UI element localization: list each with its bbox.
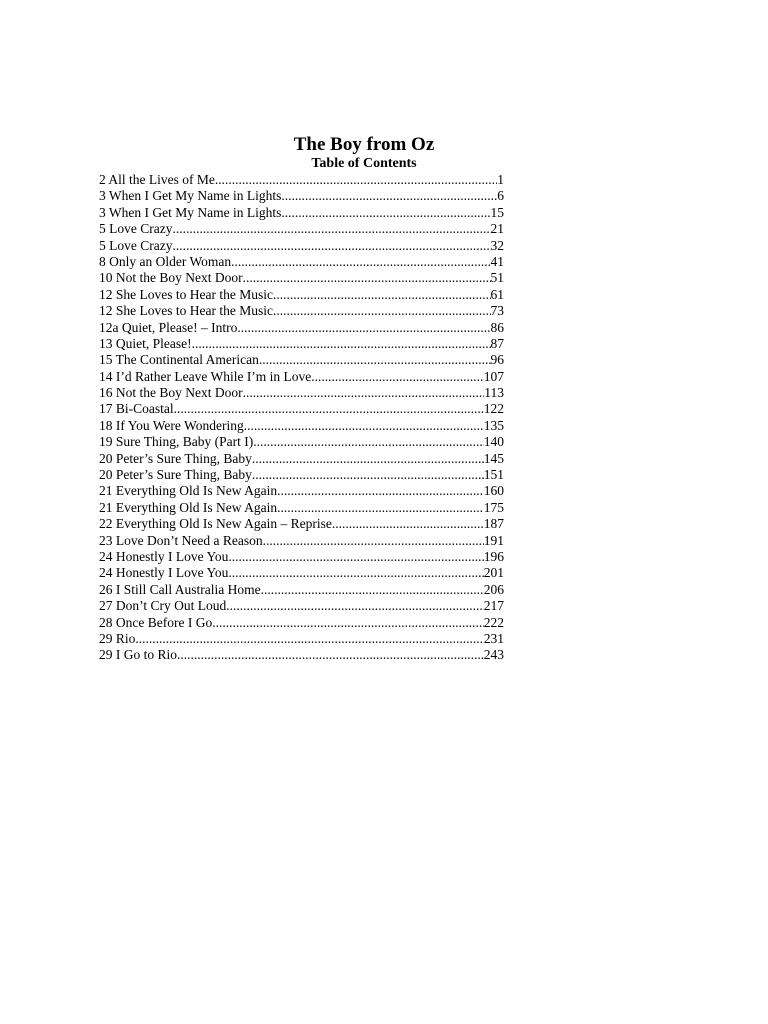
toc-entry-title: 24 Honestly I Love You — [99, 565, 229, 581]
toc-entry-page-number: 243 — [483, 647, 504, 663]
toc-entry-page-number: 61 — [490, 286, 504, 302]
toc-entry-page-number: 191 — [483, 532, 504, 548]
toc-entry-title: 12 She Loves to Hear the Music — [99, 303, 273, 319]
toc-entry — [99, 205, 504, 221]
toc-dot-leader — [252, 467, 484, 483]
toc-entry-title: 17 Bi-Coastal — [99, 401, 174, 417]
toc-entry — [99, 434, 504, 450]
toc-entry-page-number: 113 — [484, 385, 504, 401]
toc-entry-title: 19 Sure Thing, Baby (Part I) — [99, 434, 254, 450]
toc-dot-leader — [228, 549, 483, 565]
toc-dot-leader — [277, 500, 484, 516]
toc-entry — [99, 483, 504, 499]
toc-entry-page-number: 201 — [483, 565, 504, 581]
toc-entry — [99, 221, 504, 237]
toc-entry-title: 28 Once Before I Go — [99, 614, 213, 630]
toc-entry — [99, 401, 504, 417]
toc-entry-title: 27 Don’t Cry Out Loud — [99, 598, 227, 614]
toc-entry — [99, 565, 504, 581]
toc-dot-leader — [281, 188, 497, 204]
toc-dot-leader — [172, 221, 490, 237]
toc-dot-leader — [273, 287, 491, 303]
toc-entry — [99, 270, 504, 286]
toc-entry-page-number: 107 — [483, 368, 504, 384]
toc-entry-page-number: 135 — [483, 417, 504, 433]
toc-entry-page-number: 32 — [490, 237, 504, 253]
toc-entry-page-number: 206 — [483, 581, 504, 597]
toc-entry — [99, 336, 504, 352]
toc-entry — [99, 451, 504, 467]
toc-entry-title: 10 Not the Boy Next Door — [99, 270, 243, 286]
toc-entry-page-number: 86 — [490, 319, 504, 335]
toc-entry-page-number: 187 — [483, 516, 504, 532]
toc-heading: Table of Contents — [311, 156, 417, 171]
toc-entry-title: 12a Quiet, Please! – Intro — [99, 319, 238, 335]
toc-entry — [99, 582, 504, 598]
toc-entry-page-number: 160 — [483, 483, 504, 499]
toc-entry-title: 5 Love Crazy — [99, 237, 173, 253]
toc-entry-title: 24 Honestly I Love You — [99, 548, 229, 564]
toc-entry-page-number: 15 — [490, 204, 504, 220]
toc-entry-title: 18 If You Were Wondering — [99, 417, 244, 433]
toc-entry — [99, 631, 504, 647]
toc-entry-page-number: 96 — [490, 352, 504, 368]
toc-entry-page-number: 41 — [490, 253, 504, 269]
toc-entry-title: 23 Love Don’t Need a Reason — [99, 532, 263, 548]
toc-entry-title: 3 When I Get My Name in Lights — [99, 204, 282, 220]
toc-dot-leader — [192, 336, 491, 352]
toc-entry-page-number: 222 — [483, 614, 504, 630]
toc-entry — [99, 254, 504, 270]
toc-entry — [99, 467, 504, 483]
toc-dot-leader — [172, 238, 490, 254]
toc-dot-leader — [243, 385, 485, 401]
table-of-contents — [99, 172, 504, 664]
toc-dot-leader — [263, 533, 484, 549]
toc-entry — [99, 172, 504, 188]
toc-entry — [99, 352, 504, 368]
toc-entry-page-number: 21 — [490, 221, 504, 237]
toc-entry — [99, 598, 504, 614]
toc-entry-title: 20 Peter’s Sure Thing, Baby — [99, 467, 252, 483]
toc-entry-page-number: 51 — [490, 270, 504, 286]
toc-entry-title: 12 She Loves to Hear the Music — [99, 286, 273, 302]
toc-entry — [99, 320, 504, 336]
toc-entry — [99, 287, 504, 303]
toc-dot-leader — [215, 172, 497, 188]
toc-dot-leader — [332, 516, 484, 532]
toc-entry-page-number: 87 — [490, 335, 504, 351]
toc-entry-page-number: 122 — [483, 401, 504, 417]
toc-dot-leader — [174, 401, 484, 417]
toc-dot-leader — [253, 434, 484, 450]
toc-entry-title: 2 All the Lives of Me — [99, 172, 215, 187]
toc-entry — [99, 188, 504, 204]
toc-entry-title: 16 Not the Boy Next Door — [99, 385, 243, 401]
document-title: The Boy from Oz — [293, 134, 435, 155]
toc-entry-page-number: 231 — [483, 630, 504, 646]
toc-entry-page-number: 140 — [483, 434, 504, 450]
toc-dot-leader — [212, 615, 484, 631]
toc-entry-title: 20 Peter’s Sure Thing, Baby — [99, 450, 252, 466]
toc-entry-page-number: 6 — [497, 188, 504, 204]
toc-dot-leader — [243, 270, 491, 286]
toc-entry-page-number: 196 — [483, 548, 504, 564]
toc-dot-leader — [237, 320, 490, 336]
toc-dot-leader — [177, 647, 484, 663]
toc-entry-title: 21 Everything Old Is New Again — [99, 499, 278, 515]
toc-entry-title: 14 I’d Rather Leave While I’m in Love — [99, 368, 312, 384]
toc-entry-page-number: 151 — [483, 467, 504, 483]
toc-dot-leader — [228, 565, 483, 581]
toc-entry — [99, 385, 504, 401]
toc-dot-leader — [261, 582, 484, 598]
toc-entry-page-number: 175 — [483, 499, 504, 515]
toc-entry — [99, 418, 504, 434]
toc-dot-leader — [259, 352, 491, 368]
toc-entry-title: 13 Quiet, Please! — [99, 335, 192, 351]
toc-entry — [99, 549, 504, 565]
toc-dot-leader — [244, 418, 484, 434]
toc-entry-title: 21 Everything Old Is New Again — [99, 483, 278, 499]
toc-entry-page-number: 217 — [483, 598, 504, 614]
toc-entry-title: 5 Love Crazy — [99, 221, 173, 237]
toc-entry-page-number: 145 — [483, 450, 504, 466]
toc-entry — [99, 533, 504, 549]
toc-dot-leader — [135, 631, 483, 647]
toc-entry — [99, 500, 504, 516]
toc-entry-title: 15 The Continental American — [99, 352, 259, 368]
toc-dot-leader — [311, 369, 483, 385]
toc-dot-leader — [273, 303, 491, 319]
toc-entry — [99, 238, 504, 254]
toc-entry — [99, 516, 504, 532]
toc-entry — [99, 303, 504, 319]
toc-entry — [99, 647, 504, 663]
toc-dot-leader — [226, 598, 484, 614]
toc-dot-leader — [252, 451, 484, 467]
toc-entry-title: 22 Everything Old Is New Again – Reprise — [99, 516, 332, 532]
toc-dot-leader — [231, 254, 490, 270]
toc-entry-title: 3 When I Get My Name in Lights — [99, 188, 282, 204]
toc-entry-title: 29 I Go to Rio — [99, 647, 178, 663]
toc-entry — [99, 615, 504, 631]
toc-entry-page-number: 73 — [490, 303, 504, 319]
toc-entry-page-number: 1 — [497, 172, 504, 187]
toc-dot-leader — [277, 483, 484, 499]
toc-entry-title: 8 Only an Older Woman — [99, 253, 232, 269]
toc-entry — [99, 369, 504, 385]
toc-entry-title: 26 I Still Call Australia Home — [99, 581, 261, 597]
toc-entry-title: 29 Rio — [99, 630, 136, 646]
toc-dot-leader — [281, 205, 490, 221]
